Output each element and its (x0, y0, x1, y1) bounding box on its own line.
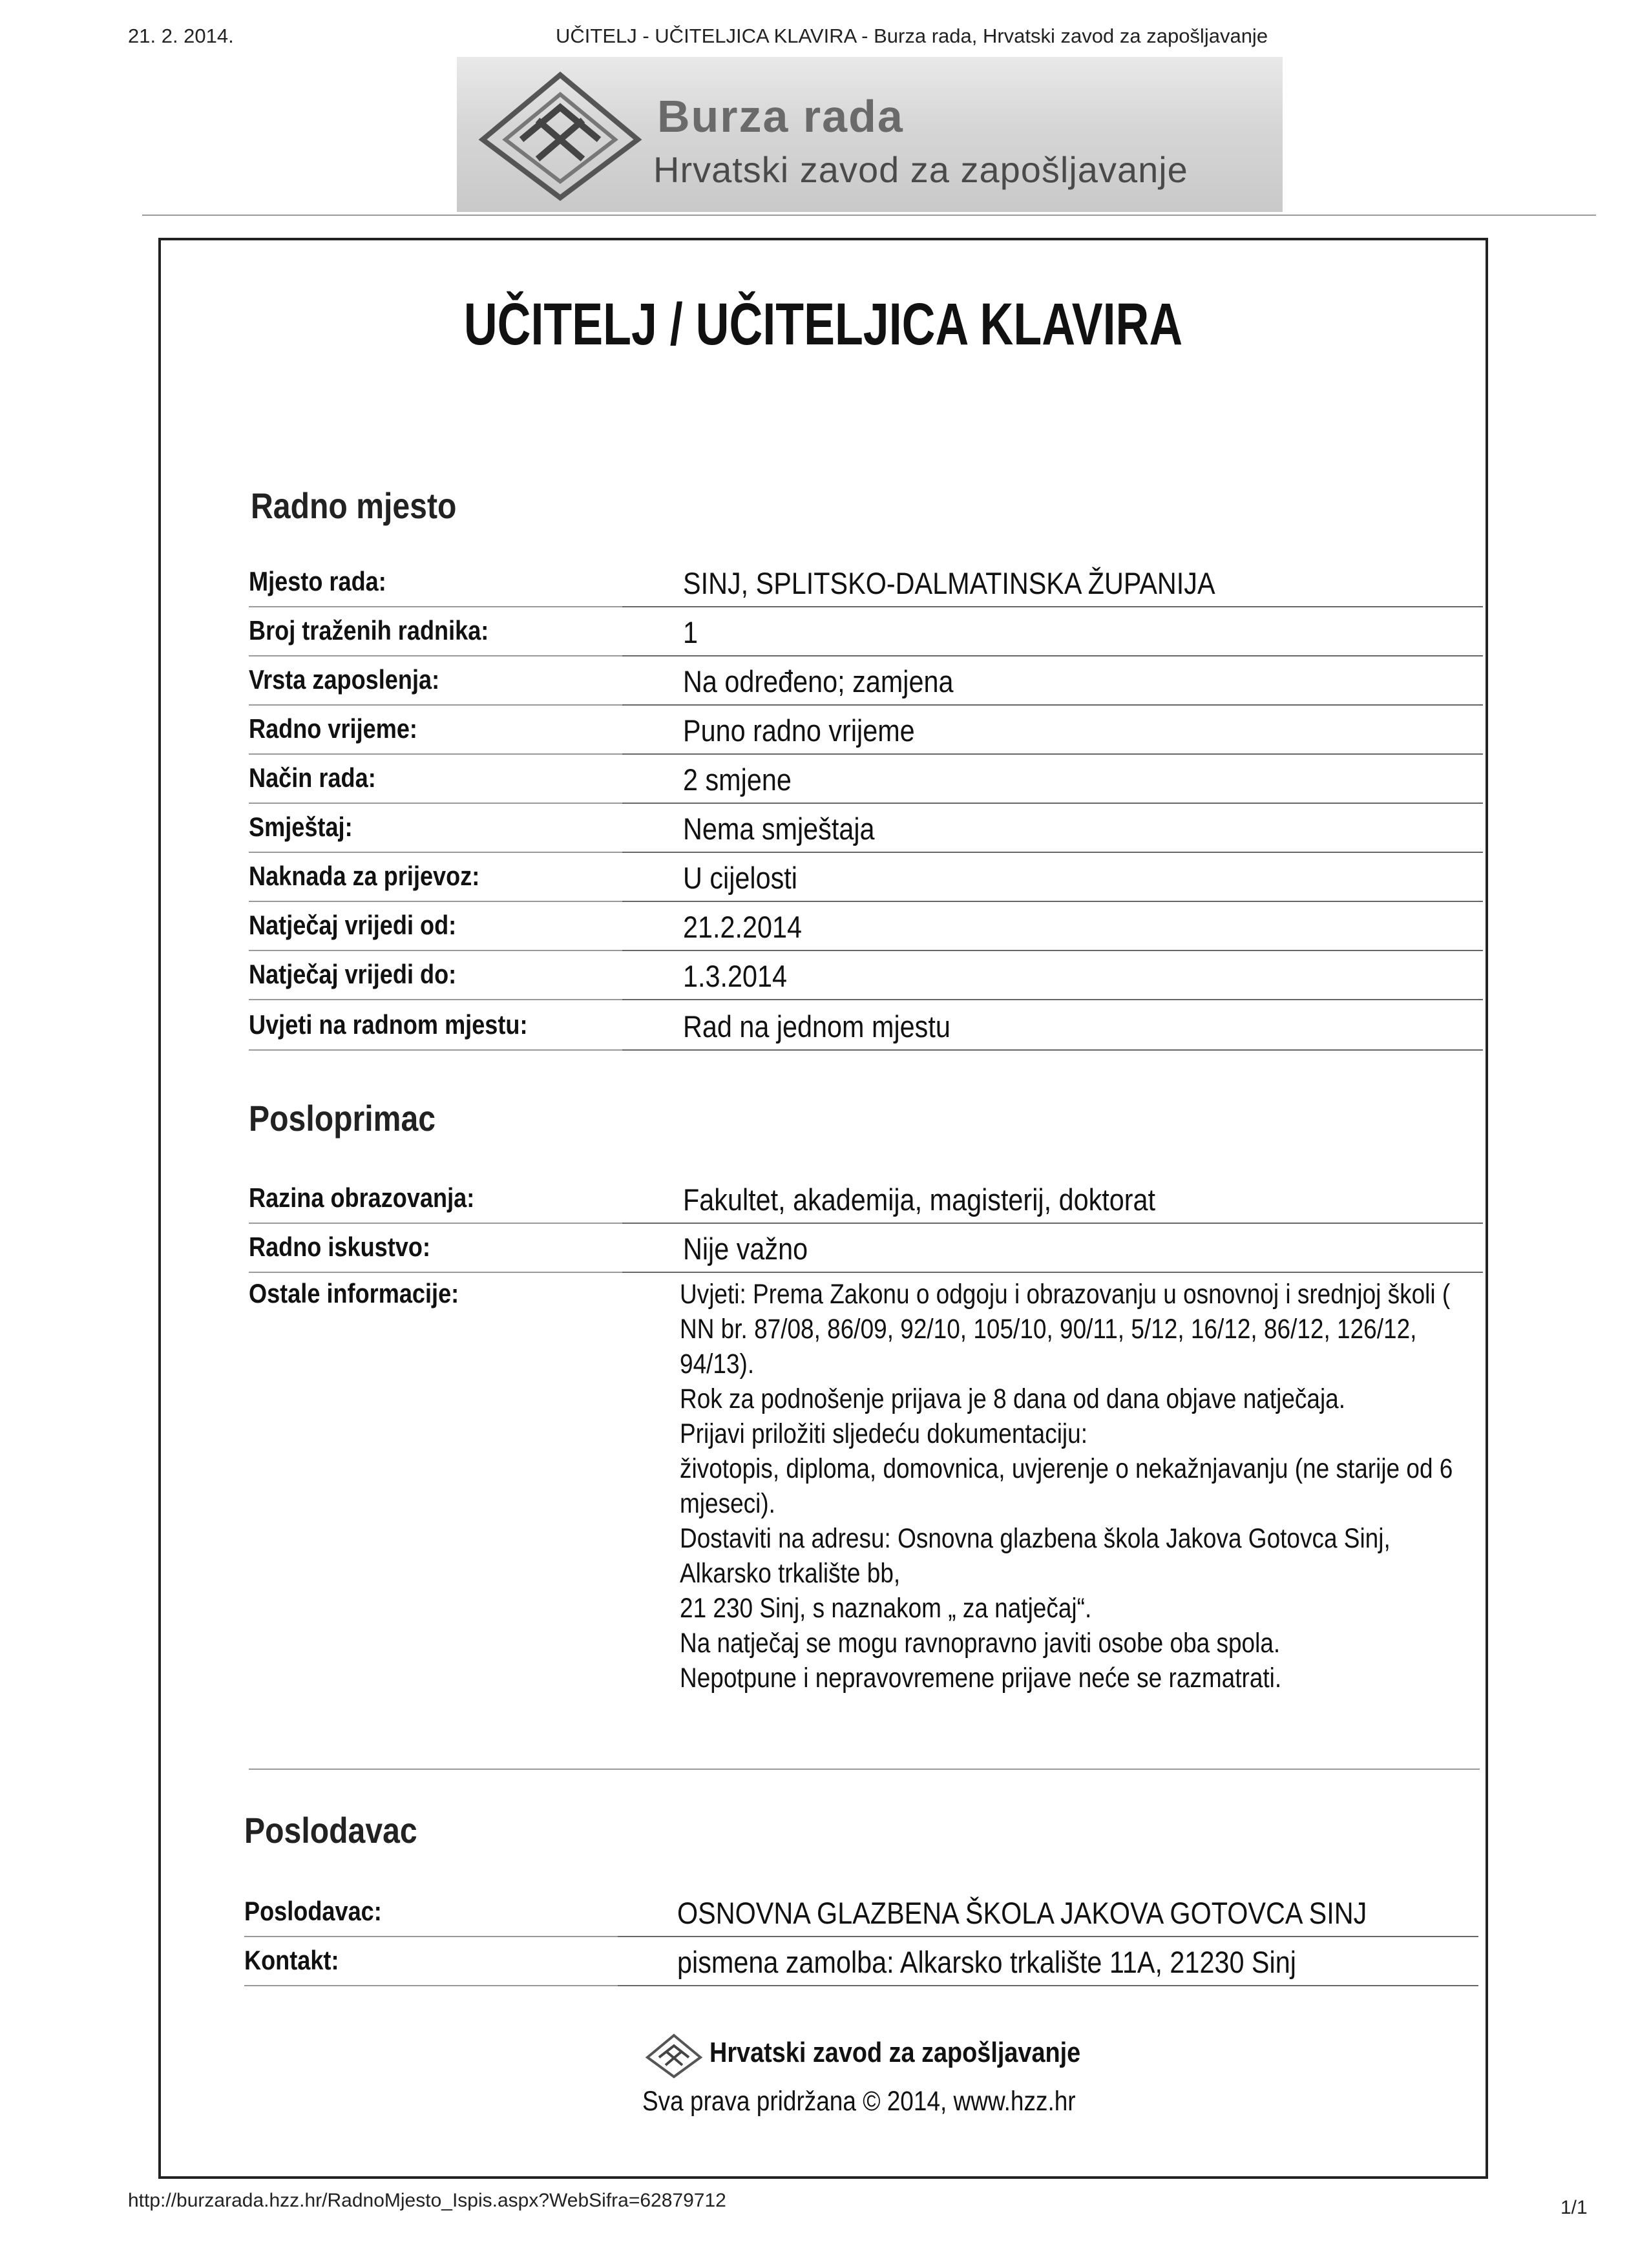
field-row (249, 1175, 1483, 1224)
footer-copyright: Sva prava pridržana © 2014, www.hzz.hr (642, 2086, 1076, 2117)
field-label: Kontakt: (244, 1945, 339, 1975)
print-url: http://burzarada.hzz.hr/RadnoMjesto_Ispis.aspx?WebSifra=62879712 (128, 2190, 726, 2211)
text-line: 94/13). (680, 1349, 755, 1380)
row-divider (244, 1985, 1478, 1986)
field-row (249, 558, 1483, 607)
field-label: Način rada: (249, 762, 376, 793)
field-value: OSNOVNA GLAZBENA ŠKOLA JAKOVA GOTOVCA SINJ (677, 1896, 1367, 1930)
field-label: Radno iskustvo: (249, 1232, 430, 1262)
logo-title: Burza rada (657, 91, 904, 142)
field-row (249, 706, 1483, 755)
text-line: NN br. 87/08, 86/09, 92/10, 105/10, 90/11, 5/12, 16/12, 86/12, 126/12, (680, 1314, 1417, 1345)
field-label: Vrsta zaposlenja: (249, 664, 440, 695)
field-row (249, 656, 1483, 706)
field-row (249, 853, 1483, 902)
field-value: SINJ, SPLITSKO-DALMATINSKA ŽUPANIJA (683, 566, 1215, 600)
hzz-footer-logo-icon (645, 2033, 703, 2079)
field-label: Natječaj vrijedi do: (249, 959, 457, 989)
section-heading-poslodavac: Poslodavac (244, 1810, 417, 1851)
field-label: Broj traženih radnika: (249, 615, 489, 646)
field-label: Mjesto rada: (249, 566, 386, 596)
field-value: Puno radno vrijeme (683, 713, 915, 748)
field-value: Nije važno (683, 1232, 808, 1266)
field-value: Rad na jednom mjestu (683, 1009, 951, 1044)
field-value: 2 smjene (683, 762, 792, 797)
field-label: Razina obrazovanja: (249, 1182, 475, 1213)
text-line: mjeseci). (680, 1488, 775, 1519)
field-value: 1.3.2014 (683, 959, 787, 993)
field-row (249, 902, 1483, 951)
field-value: Fakultet, akademija, magisterij, doktorat (683, 1182, 1156, 1217)
text-line: Nepotpune i nepravovremene prijave neće se razmatrati. (680, 1663, 1282, 1694)
field-label: Naknada za prijevoz: (249, 861, 480, 891)
job-title: UČITELJ / UČITELJICA KLAVIRA (463, 291, 1183, 357)
field-value: Nema smještaja (683, 812, 875, 846)
text-line: Rok za podnošenje prijava je 8 dana od dana objave natječaja. (680, 1383, 1346, 1414)
field-label: Radno vrijeme: (249, 713, 417, 744)
row-divider (249, 1049, 1483, 1051)
field-value: 21.2.2014 (683, 910, 803, 944)
row-divider (249, 999, 1483, 1000)
row-divider (249, 1272, 1483, 1273)
field-value: Na određeno; zamjena (683, 664, 954, 698)
field-row (249, 755, 1483, 804)
print-page-title: UČITELJ - UČITELJICA KLAVIRA - Burza rada, Hrvatski zavod za zapošljavanje (556, 25, 1268, 47)
field-row (249, 1002, 1483, 1051)
text-line: Dostaviti na adresu: Osnovna glazbena škola Jakova Gotovca Sinj, (680, 1523, 1391, 1554)
field-row (244, 1937, 1478, 1986)
burza-rada-logo-banner (457, 57, 1283, 212)
section-heading-posloprimac: Posloprimac (249, 1098, 436, 1139)
field-value: 1 (683, 615, 698, 649)
text-line: 21 230 Sinj, s naznakom „ za natječaj“. (680, 1593, 1092, 1624)
section-divider (249, 1769, 1480, 1770)
footer-org-name: Hrvatski zavod za zapošljavanje (709, 2037, 1081, 2068)
hzz-logo-icon (476, 68, 644, 204)
field-row (249, 804, 1483, 853)
field-value: pismena zamolba: Alkarsko trkalište 11A, 21230 Sinj (677, 1945, 1296, 1979)
field-label: Uvjeti na radnom mjestu: (249, 1009, 528, 1040)
print-date: 21. 2. 2014. (128, 25, 234, 47)
header-divider (142, 215, 1596, 216)
page-number: 1/1 (1560, 2197, 1588, 2218)
text-line: Na natječaj se mogu ravnopravno javiti osobe oba spola. (680, 1628, 1281, 1659)
ostale-informacije-text (680, 1277, 1453, 1696)
field-label: Poslodavac: (244, 1896, 382, 1926)
section-heading-radno-mjesto: Radno mjesto (251, 485, 457, 526)
text-line: Alkarsko trkalište bb, (680, 1558, 901, 1589)
field-row (249, 951, 1483, 1000)
field-label: Smještaj: (249, 812, 353, 842)
text-line: Uvjeti: Prema Zakonu o odgoju i obrazovanju u osnovnoj i srednjoj školi ( (680, 1279, 1451, 1310)
logo-subtitle: Hrvatski zavod za zapošljavanje (653, 149, 1188, 190)
field-label-ostale-informacije: Ostale informacije: (249, 1278, 459, 1308)
field-row (249, 607, 1483, 656)
text-line: Prijavi priložiti sljedeću dokumentaciju: (680, 1418, 1087, 1449)
field-value: U cijelosti (683, 861, 797, 895)
field-label: Natječaj vrijedi od: (249, 910, 457, 940)
field-row (244, 1888, 1478, 1937)
text-line: životopis, diploma, domovnica, uvjerenje o nekažnjavanju (ne starije od 6 (680, 1453, 1453, 1484)
field-row (249, 1224, 1483, 1273)
